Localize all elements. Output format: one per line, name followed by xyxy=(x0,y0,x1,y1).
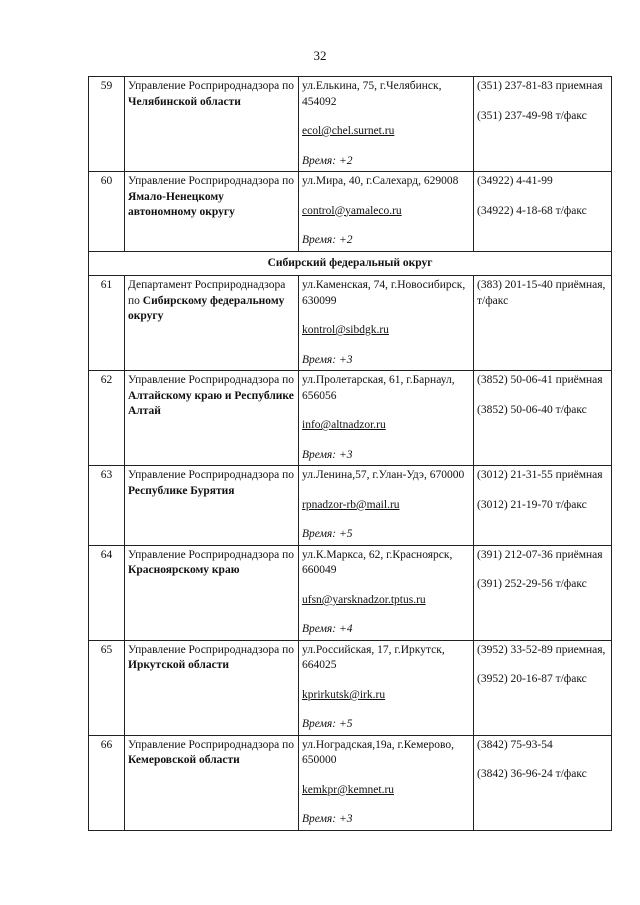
row-number: 62 xyxy=(89,371,125,466)
agency-email-link[interactable]: ufsn@yarsknadzor.tptus.ru xyxy=(302,593,426,606)
agency-contact xyxy=(299,735,474,830)
agency-name-prefix: Управление Росприроднадзора по xyxy=(128,738,294,751)
agency-phone-fax: (3012) 21-19-70 т/факс xyxy=(477,498,587,511)
agency-phone-fax: (3852) 50-06-40 т/факс xyxy=(477,403,587,416)
row-number: 60 xyxy=(89,172,125,252)
agency-phone-reception: (3842) 75-93-54 xyxy=(477,738,553,751)
agency-phones xyxy=(474,371,612,466)
agency-phone-fax: (3842) 36-96-24 т/факс xyxy=(477,768,587,781)
agency-contact xyxy=(299,371,474,466)
agency-phone-reception: (3952) 33-52-89 приемная, xyxy=(477,643,606,656)
agency-contact xyxy=(299,77,474,172)
agency-phone-fax: (391) 252-29-56 т/факс xyxy=(477,578,587,591)
section-title: Сибирский федеральный округ xyxy=(89,251,612,276)
agency-name xyxy=(125,640,299,735)
row-number: 63 xyxy=(89,466,125,546)
agency-timezone: Время: +4 xyxy=(302,623,353,636)
table-row xyxy=(89,172,612,252)
agency-name-prefix: Управление Росприроднадзора по xyxy=(128,80,294,92)
agency-name-prefix: Управление Росприроднадзора по xyxy=(128,548,294,561)
section-row xyxy=(89,251,612,276)
registry-table xyxy=(88,76,612,831)
agency-phone-reception: (351) 237-81-83 приемная xyxy=(477,80,603,92)
agency-phones xyxy=(474,276,612,371)
agency-address: ул.Мира, 40, г.Салехард, 629008 xyxy=(302,175,459,188)
agency-address: ул.Елькина, 75, г.Челябинск, 454092 xyxy=(302,80,442,108)
agency-name xyxy=(125,77,299,172)
agency-name xyxy=(125,172,299,252)
agency-email-link[interactable]: info@altnadzor.ru xyxy=(302,419,386,432)
agency-phone-fax: (3952) 20-16-87 т/факс xyxy=(477,673,587,686)
table-row xyxy=(89,77,612,172)
agency-name-prefix: Управление Росприроднадзора по xyxy=(128,643,294,656)
agency-region: Сибирскому федеральному округу xyxy=(128,294,285,323)
agency-timezone: Время: +3 xyxy=(302,353,353,366)
agency-address: ул.Российская, 17, г.Иркутск, 664025 xyxy=(302,643,445,672)
agency-phone-fax: (34922) 4-18-68 т/факс xyxy=(477,204,587,217)
agency-name xyxy=(125,276,299,371)
registry-table-body-ural xyxy=(89,77,612,252)
agency-name-prefix: Управление Росприроднадзора по xyxy=(128,469,294,482)
row-number: 59 xyxy=(89,77,125,172)
section-header-siberia xyxy=(89,251,612,276)
agency-phones xyxy=(474,735,612,830)
agency-phone-reception: (3852) 50-06-41 приёмная xyxy=(477,374,603,387)
table-row xyxy=(89,640,612,735)
agency-phones xyxy=(474,172,612,252)
agency-address: ул.Ноградская,19а, г.Кемерово, 650000 xyxy=(302,738,454,767)
agency-region: Кемеровской области xyxy=(128,754,240,767)
table-row xyxy=(89,545,612,640)
agency-email-link[interactable]: ecol@chel.surnet.ru xyxy=(302,125,395,138)
agency-address: ул.Ленина,57, г.Улан-Удэ, 670000 xyxy=(302,469,465,482)
agency-contact xyxy=(299,545,474,640)
agency-phone-reception: (391) 212-07-36 приёмная xyxy=(477,548,603,561)
table-row xyxy=(89,371,612,466)
agency-region: Республике Бурятия xyxy=(128,484,235,497)
row-number: 64 xyxy=(89,545,125,640)
agency-email-link[interactable]: rpnadzor-rb@mail.ru xyxy=(302,498,400,511)
agency-timezone: Время: +5 xyxy=(302,718,353,731)
agency-name xyxy=(125,735,299,830)
agency-contact xyxy=(299,172,474,252)
agency-phone-reception: (34922) 4-41-99 xyxy=(477,175,553,188)
agency-address: ул.Каменская, 74, г.Новосибирск, 630099 xyxy=(302,279,466,307)
agency-name-prefix: Управление Росприроднадзора по xyxy=(128,175,294,188)
agency-address: ул.К.Маркса, 62, г.Красноярск, 660049 xyxy=(302,548,453,577)
agency-contact xyxy=(299,466,474,546)
agency-phone-fax: (351) 237-49-98 т/факс xyxy=(477,109,587,122)
agency-phones xyxy=(474,77,612,172)
agency-timezone: Время: +3 xyxy=(302,448,353,461)
agency-timezone: Время: +5 xyxy=(302,528,353,541)
agency-name xyxy=(125,545,299,640)
agency-name-prefix: Департамент Росприроднадзора по xyxy=(128,279,286,307)
table-row xyxy=(89,735,612,830)
agency-phones xyxy=(474,640,612,735)
agency-region: Иркутской области xyxy=(128,659,229,672)
row-number: 61 xyxy=(89,276,125,371)
agency-phone-reception: (383) 201-15-40 приёмная, т/факс xyxy=(477,279,606,307)
agency-region: Красноярскому краю xyxy=(128,564,240,577)
agency-email-link[interactable]: control@yamaleco.ru xyxy=(302,204,402,217)
table-row xyxy=(89,276,612,371)
agency-region: Алтайскому краю и Республике Алтай xyxy=(128,389,294,418)
row-number: 65 xyxy=(89,640,125,735)
agency-name xyxy=(125,466,299,546)
agency-phones xyxy=(474,466,612,546)
page-number: 32 xyxy=(313,48,327,63)
agency-email-link[interactable]: kontrol@sibdgk.ru xyxy=(302,324,389,337)
table-row xyxy=(89,466,612,546)
agency-region: Челябинской области xyxy=(128,95,241,108)
agency-contact xyxy=(299,276,474,371)
agency-phone-reception: (3012) 21-31-55 приёмная xyxy=(477,469,603,482)
agency-contact xyxy=(299,640,474,735)
agency-name-prefix: Управление Росприроднадзора по xyxy=(128,374,294,387)
row-number: 66 xyxy=(89,735,125,830)
agency-address: ул.Пролетарская, 61, г.Барнаул, 656056 xyxy=(302,374,455,402)
agency-email-link[interactable]: kemkpr@kemnet.ru xyxy=(302,783,395,796)
agency-name xyxy=(125,371,299,466)
agency-email-link[interactable]: kprirkutsk@irk.ru xyxy=(302,688,386,701)
agency-timezone: Время: +3 xyxy=(302,813,353,826)
registry-table-body-siberia xyxy=(89,276,612,831)
agency-timezone: Время: +2 xyxy=(302,154,353,167)
agency-phones xyxy=(474,545,612,640)
agency-region: Ямало-Ненецкому автономному округу xyxy=(128,190,235,219)
agency-timezone: Время: +2 xyxy=(302,234,353,247)
